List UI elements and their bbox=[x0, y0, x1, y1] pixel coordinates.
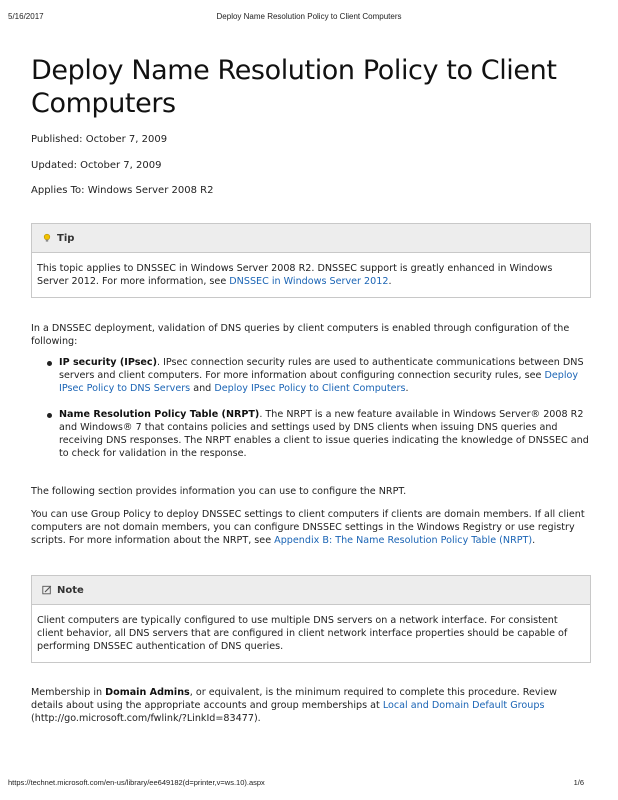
appendix-b-link[interactable]: Appendix B: The Name Resolution Policy Table (NRPT) bbox=[274, 535, 533, 546]
print-page-title: Deploy Name Resolution Policy to Client Computers bbox=[216, 12, 402, 21]
note-box bbox=[31, 575, 591, 663]
note-pencil-icon bbox=[42, 585, 52, 595]
list-item bbox=[59, 356, 591, 395]
bullet-icon bbox=[47, 361, 52, 366]
membership-text: , or equivalent, is the minimum required to complete this procedure. Review details about using the appropriate accounts and group memberships at bbox=[31, 687, 557, 711]
lightbulb-icon bbox=[42, 233, 52, 243]
bullet-list-ipsec bbox=[59, 356, 591, 395]
bullet-text-mid: and bbox=[190, 383, 215, 394]
membership-before: Membership in bbox=[31, 687, 106, 698]
membership-end: (http://go.microsoft.com/fwlink/?LinkId=83477). bbox=[31, 713, 261, 724]
applies-to: Applies To: Windows Server 2008 R2 bbox=[31, 185, 214, 196]
ipsec-dns-servers-link[interactable]: Deploy IPsec Policy to DNS Servers bbox=[59, 370, 579, 394]
tip-body bbox=[32, 253, 590, 297]
note-body: Client computers are typically configured to use multiple DNS servers on a network interface. For consistent client behavior, all DNS servers that are configured in client network interface properties should be capable of performing DNSSEC authentication of DNS queries. bbox=[37, 615, 568, 652]
group-policy-end: . bbox=[532, 535, 536, 546]
bullet-term: Name Resolution Policy Table (NRPT) bbox=[59, 409, 260, 420]
tip-text: This topic applies to DNSSEC in Windows Server 2008 R2. DNSSEC support is greatly enhanced in Windows Server 2012. For more information, see bbox=[37, 263, 553, 287]
membership-paragraph bbox=[31, 686, 591, 725]
updated-date: Updated: October 7, 2009 bbox=[31, 160, 162, 171]
page-number: 1/6 bbox=[573, 778, 584, 787]
bullet-icon bbox=[47, 413, 52, 418]
print-url: https://technet.microsoft.com/en-us/library/ee649182(d=printer,v=ws.10).aspx bbox=[8, 778, 265, 787]
bullet-term: IP security (IPsec) bbox=[59, 357, 157, 368]
print-header bbox=[8, 12, 610, 24]
note-header bbox=[32, 576, 590, 605]
ipsec-client-computers-link[interactable]: Deploy IPsec Policy to Client Computers bbox=[214, 383, 406, 394]
page-title: Deploy Name Resolution Policy to Client Computers bbox=[31, 55, 557, 119]
tip-text-end: . bbox=[388, 276, 392, 287]
membership-term: Domain Admins bbox=[105, 687, 190, 698]
following-paragraph: The following section provides information you can use to configure the NRPT. bbox=[31, 486, 407, 497]
tip-heading: Tip bbox=[57, 232, 75, 244]
bullet-text: . IPsec connection security rules are used to authenticate communications between DNS servers and client computers. For more information about configuring connection security rules, see bbox=[59, 357, 584, 381]
bullet-text: . The NRPT is a new feature available in Windows Server® 2008 R2 and Windows® 7 that contains policies and settings used by DNS clients when issuing DNS queries and receiving DNS responses. The NRPT enables a client to issue queries indicating the knowledge of DNSSEC and to check for validation in the response. bbox=[59, 409, 589, 459]
print-footer bbox=[8, 778, 610, 790]
group-policy-text: You can use Group Policy to deploy DNSSEC settings to client computers if clients are domain members. If all client computers are not domain members, you can configure DNSSEC settings in the Windows Registry or use registry scripts. For more information about the NRPT, see bbox=[31, 509, 585, 546]
list-item bbox=[59, 408, 591, 460]
tip-box bbox=[31, 223, 591, 298]
default-groups-link[interactable]: Local and Domain Default Groups bbox=[382, 700, 545, 711]
group-policy-paragraph bbox=[31, 508, 591, 547]
bullet-text-end: . bbox=[405, 383, 409, 394]
bullet-list-nrpt bbox=[59, 408, 591, 460]
intro-paragraph: In a DNSSEC deployment, validation of DNS queries by client computers is enabled through configuration of the following: bbox=[31, 323, 570, 347]
published-date: Published: October 7, 2009 bbox=[31, 134, 168, 145]
print-date: 5/16/2017 bbox=[8, 12, 44, 21]
tip-header bbox=[32, 224, 590, 253]
dnssec-2012-link[interactable]: DNSSEC in Windows Server 2012 bbox=[229, 276, 389, 287]
note-heading: Note bbox=[57, 584, 84, 596]
